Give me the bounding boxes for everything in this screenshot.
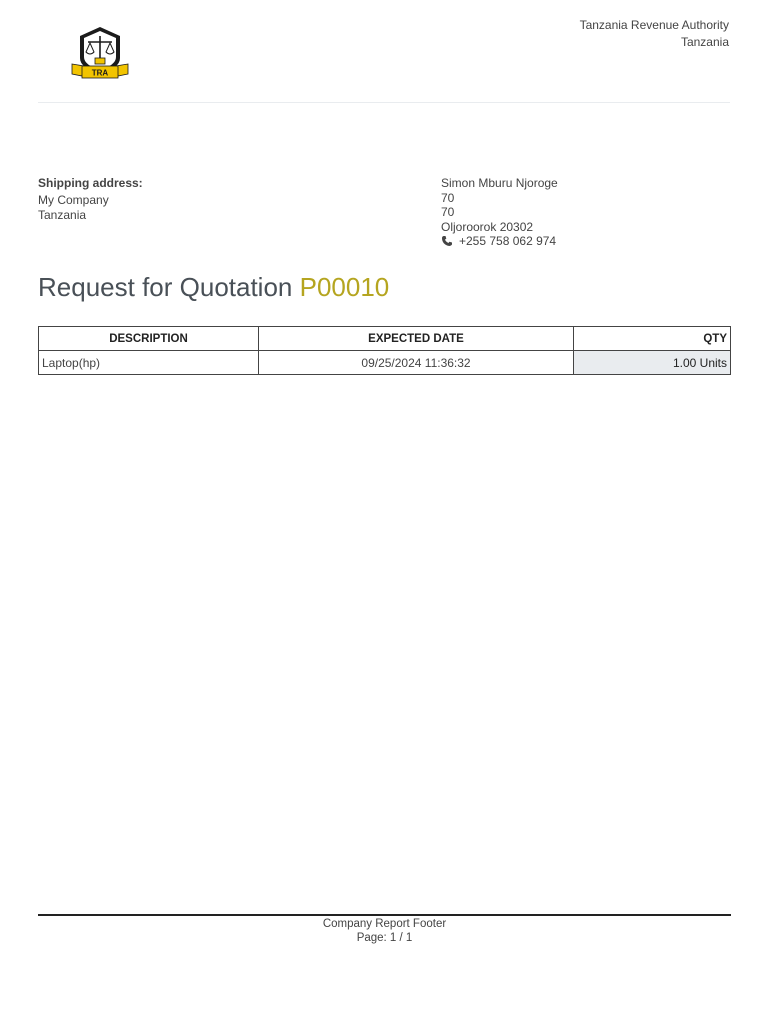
company-address [580, 17, 729, 51]
document-number: P00010 [299, 272, 390, 302]
company-logo [70, 24, 130, 86]
cell-expected-date: 09/25/2024 11:36:32 [259, 351, 574, 375]
header-qty: QTY [574, 327, 731, 351]
header-description: DESCRIPTION [39, 327, 259, 351]
footer-text: Company Report Footer [322, 918, 447, 930]
shipping-line1: My Company [38, 193, 109, 207]
vendor-address [441, 176, 558, 249]
footer-page: Page: 1 / 1 [356, 932, 413, 944]
header-expected-date: EXPECTED DATE [259, 327, 574, 351]
vendor-phone: +255 758 062 974 [459, 234, 557, 248]
page-title [38, 270, 389, 304]
cell-description: Laptop(hp) [39, 351, 259, 375]
report-footer [38, 914, 731, 945]
shipping-address [38, 176, 143, 223]
cell-qty: 1.00 Units [574, 351, 731, 375]
header-divider [38, 102, 730, 103]
table-row [39, 351, 731, 375]
vendor-line1: 70 [441, 190, 455, 205]
phone-icon [441, 235, 453, 247]
vendor-line2: 70 [441, 205, 455, 219]
table-header-row [39, 327, 731, 351]
company-name: Tanzania Revenue Authority [579, 18, 729, 32]
vendor-city: Oljoroorok 20302 [441, 219, 534, 234]
vendor-name: Simon Mburu Njoroge [441, 176, 558, 190]
shipping-line2: Tanzania [38, 208, 87, 222]
document-title: Request for Quotation [38, 272, 293, 302]
company-country: Tanzania [680, 35, 729, 49]
logo-text: TRA [91, 68, 109, 78]
shipping-label: Shipping address: [38, 176, 143, 190]
vendor-phone-row [441, 234, 558, 249]
order-lines-table [38, 326, 731, 375]
